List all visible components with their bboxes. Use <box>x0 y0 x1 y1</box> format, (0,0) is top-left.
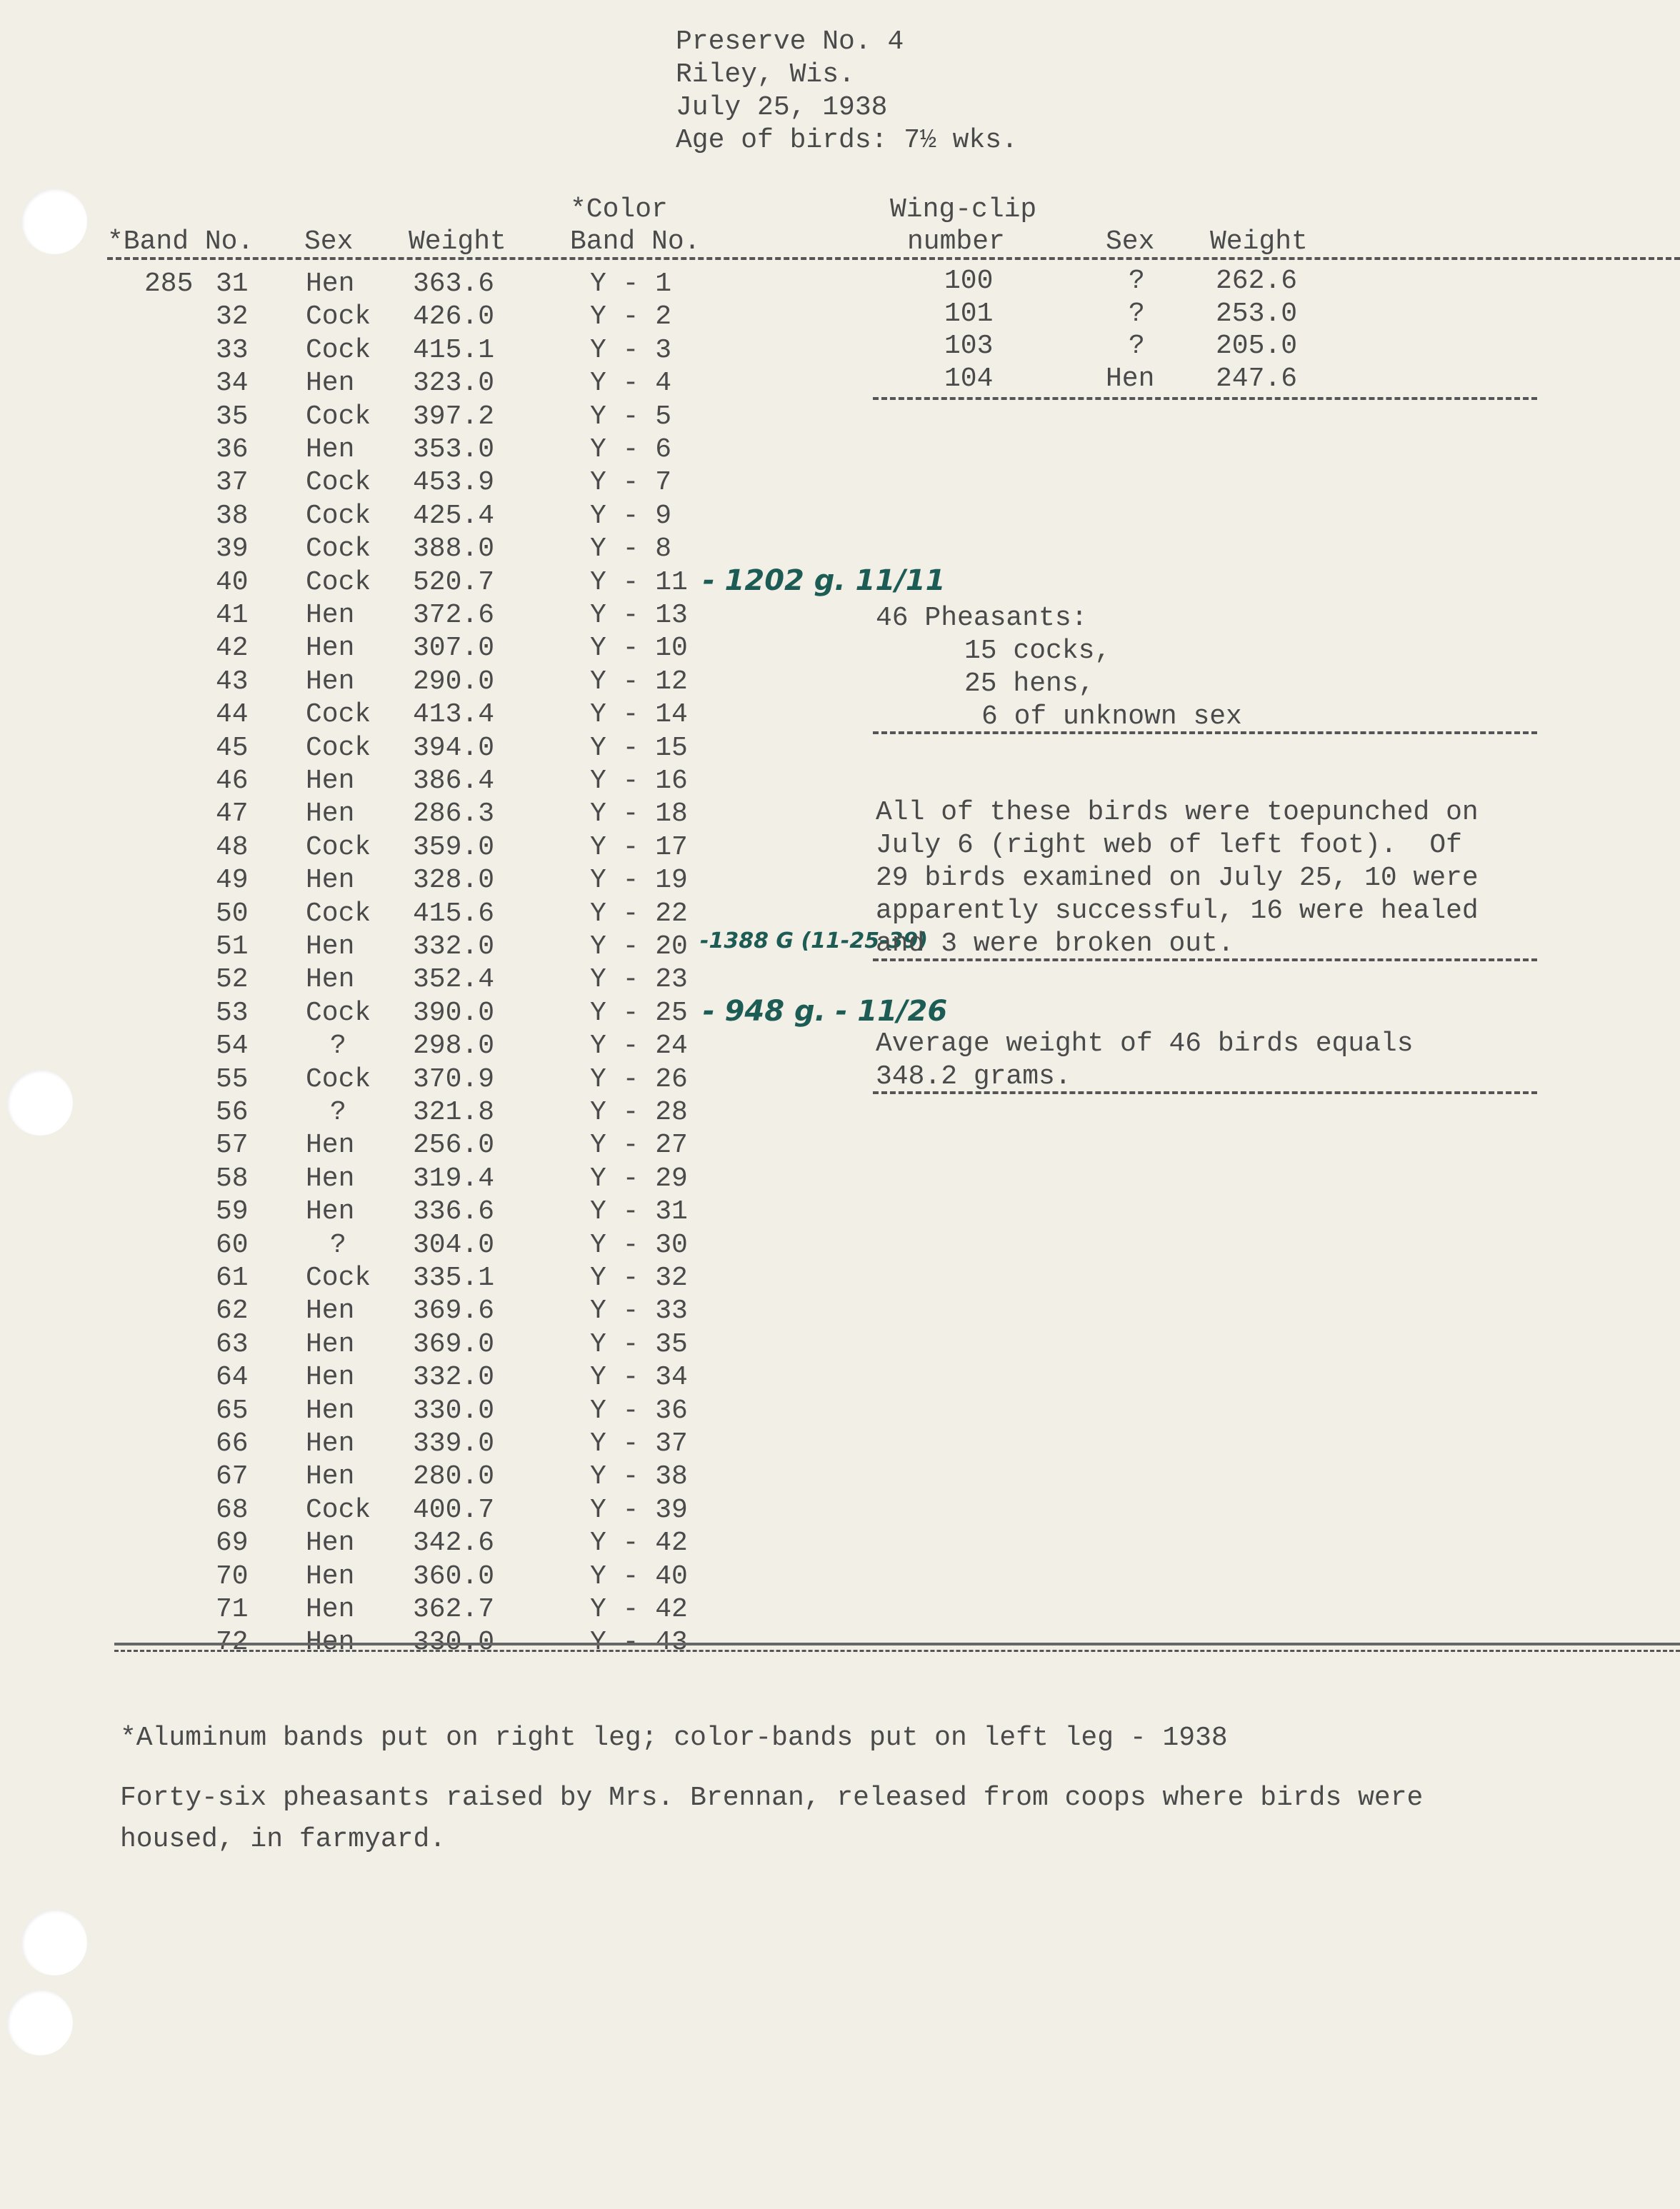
sex-cell: Hen <box>306 931 355 962</box>
weight-cell: 359.0 <box>413 832 495 863</box>
weight-cell: 520.7 <box>413 567 495 598</box>
header-weight: Weight <box>409 226 506 257</box>
weight-cell: 280.0 <box>413 1461 495 1492</box>
wing-clip-number-cell: 104 <box>944 364 994 394</box>
sex-cell: Hen <box>306 1561 355 1592</box>
weight-cell: 415.1 <box>413 335 495 366</box>
header-sex: Sex <box>304 226 354 257</box>
color-band-cell: Y - 42 <box>590 1528 688 1558</box>
sex-cell: Cock <box>306 998 371 1028</box>
band-number-cell: 47 <box>216 798 249 829</box>
weight-cell: 342.6 <box>413 1528 495 1558</box>
sex-cell: ? <box>330 1031 346 1061</box>
color-band-cell: Y - 25 <box>590 998 688 1028</box>
color-band-cell: Y - 32 <box>590 1263 688 1293</box>
band-number-cell: 62 <box>216 1296 249 1326</box>
band-number-cell: 36 <box>216 434 249 465</box>
header-wing-clip-weight: Weight <box>1210 226 1308 257</box>
color-band-cell: Y - 19 <box>590 865 688 896</box>
color-band-cell: Y - 10 <box>590 633 688 663</box>
weight-cell: 386.4 <box>413 766 495 796</box>
band-number-cell: 65 <box>216 1396 249 1426</box>
band-number-cell: 53 <box>216 998 249 1028</box>
band-number-cell: 46 <box>216 766 249 796</box>
toepunch-line: 29 birds examined on July 25, 10 were <box>876 863 1479 893</box>
sex-cell: Hen <box>306 1428 355 1459</box>
weight-cell: 328.0 <box>413 865 495 896</box>
sex-cell: Hen <box>306 1362 355 1393</box>
handwritten-note: -1388 G (11-25-39) <box>700 928 929 953</box>
wing-clip-sex-cell: ? <box>1129 331 1145 361</box>
header-color-band-bottom: Band No. <box>570 226 701 257</box>
band-number-cell: 51 <box>216 931 249 962</box>
weight-cell: 286.3 <box>413 798 495 829</box>
band-number-cell: 55 <box>216 1064 249 1095</box>
weight-cell: 370.9 <box>413 1064 495 1095</box>
weight-cell: 319.4 <box>413 1163 495 1194</box>
band-number-cell: 61 <box>216 1263 249 1293</box>
color-band-cell: Y - 4 <box>590 368 672 399</box>
weight-cell: 394.0 <box>413 733 495 763</box>
binder-hole <box>7 1990 73 2055</box>
wing-clip-weight-cell: 247.6 <box>1216 364 1298 394</box>
band-number-cell: 34 <box>216 368 249 399</box>
sex-cell: Hen <box>306 1627 355 1658</box>
band-number-cell: 72 <box>216 1627 249 1658</box>
band-number-cell: 56 <box>216 1097 249 1128</box>
band-number-cell: 59 <box>216 1196 249 1227</box>
sex-cell: Cock <box>306 699 371 730</box>
sex-cell: Cock <box>306 335 371 366</box>
band-number-cell: 48 <box>216 832 249 863</box>
color-band-cell: Y - 14 <box>590 699 688 730</box>
band-number-cell: 32 <box>216 301 249 332</box>
binder-hole <box>21 1910 87 1975</box>
handwritten-note: - 948 g. - 11/26 <box>703 995 948 1028</box>
footnote-release: Forty-six pheasants raised by Mrs. Brennan, released from coops where birds were <box>120 1783 1424 1813</box>
weight-cell: 362.7 <box>413 1594 495 1625</box>
sex-cell: Hen <box>306 964 355 995</box>
summary-rule <box>873 731 1537 734</box>
weight-cell: 339.0 <box>413 1428 495 1459</box>
color-band-cell: Y - 2 <box>590 301 672 332</box>
sex-cell: Cock <box>306 1064 371 1095</box>
sex-cell: Hen <box>306 269 355 299</box>
binder-hole <box>21 189 87 254</box>
sex-cell: Hen <box>306 766 355 796</box>
sex-cell: Cock <box>306 898 371 929</box>
color-band-cell: Y - 3 <box>590 335 672 366</box>
color-band-cell: Y - 7 <box>590 467 672 498</box>
band-number-cell: 39 <box>216 534 249 564</box>
wing-clip-weight-cell: 205.0 <box>1216 331 1298 361</box>
weight-cell: 298.0 <box>413 1031 495 1061</box>
sex-cell: Cock <box>306 501 371 531</box>
color-band-cell: Y - 27 <box>590 1130 688 1161</box>
header-wing-clip-top: Wing-clip <box>890 194 1037 225</box>
sex-cell: Hen <box>306 1130 355 1161</box>
color-band-cell: Y - 33 <box>590 1296 688 1326</box>
weight-cell: 372.6 <box>413 600 495 631</box>
band-number-cell: 64 <box>216 1362 249 1393</box>
band-number-cell: 37 <box>216 467 249 498</box>
binder-hole <box>7 1070 73 1136</box>
toepunch-line: apparently successful, 16 were healed <box>876 896 1479 926</box>
footnote-release: housed, in farmyard. <box>120 1824 446 1855</box>
color-band-cell: Y - 11 <box>590 567 688 598</box>
sex-cell: ? <box>330 1097 346 1128</box>
sex-cell: Hen <box>306 633 355 663</box>
average-line: Average weight of 46 birds equals <box>876 1028 1414 1059</box>
band-number-cell: 38 <box>216 501 249 531</box>
color-band-cell: Y - 6 <box>590 434 672 465</box>
band-number-cell: 41 <box>216 600 249 631</box>
footnote-bands: *Aluminum bands put on right leg; color-bands put on left leg - 1938 <box>120 1723 1228 1753</box>
weight-cell: 400.7 <box>413 1495 495 1526</box>
weight-cell: 290.0 <box>413 666 495 697</box>
sex-cell: Hen <box>306 1296 355 1326</box>
band-number-cell: 33 <box>216 335 249 366</box>
sex-cell: Cock <box>306 534 371 564</box>
band-number-cell: 44 <box>216 699 249 730</box>
weight-cell: 390.0 <box>413 998 495 1028</box>
band-number-cell: 49 <box>216 865 249 896</box>
header-line-age: Age of birds: 7½ wks. <box>676 125 1018 156</box>
wing-clip-sex-cell: Hen <box>1106 364 1155 394</box>
sex-cell: Hen <box>306 1163 355 1194</box>
toepunch-line: All of these birds were toepunched on <box>876 797 1479 828</box>
color-band-cell: Y - 35 <box>590 1329 688 1360</box>
summary-hens: 25 hens, <box>964 668 1095 699</box>
color-band-cell: Y - 9 <box>590 501 672 531</box>
weight-cell: 304.0 <box>413 1230 495 1261</box>
weight-cell: 453.9 <box>413 467 495 498</box>
color-band-cell: Y - 26 <box>590 1064 688 1095</box>
average-line: 348.2 grams. <box>876 1061 1071 1092</box>
color-band-cell: Y - 15 <box>590 733 688 763</box>
header-band-no: *Band No. <box>107 226 254 257</box>
summary-unknown: 6 of unknown sex <box>981 701 1242 732</box>
color-band-cell: Y - 5 <box>590 401 672 432</box>
color-band-cell: Y - 42 <box>590 1594 688 1625</box>
band-number-cell: 66 <box>216 1428 249 1459</box>
header-wing-clip-bottom: number <box>907 226 1005 257</box>
sex-cell: Hen <box>306 600 355 631</box>
header-line-date: July 25, 1938 <box>676 92 888 123</box>
color-band-cell: Y - 22 <box>590 898 688 929</box>
weight-cell: 415.6 <box>413 898 495 929</box>
color-band-cell: Y - 43 <box>590 1627 688 1658</box>
sex-cell: Cock <box>306 401 371 432</box>
band-number-cell: 54 <box>216 1031 249 1061</box>
sex-cell: Cock <box>306 301 371 332</box>
header-wing-clip-sex: Sex <box>1106 226 1155 257</box>
summary-cocks: 15 cocks, <box>964 636 1111 666</box>
weight-cell: 397.2 <box>413 401 495 432</box>
band-number-cell: 42 <box>216 633 249 663</box>
color-band-cell: Y - 39 <box>590 1495 688 1526</box>
band-number-cell: 71 <box>216 1594 249 1625</box>
color-band-cell: Y - 30 <box>590 1230 688 1261</box>
band-number-cell: 43 <box>216 666 249 697</box>
color-band-cell: Y - 29 <box>590 1163 688 1194</box>
weight-cell: 352.4 <box>413 964 495 995</box>
weight-cell: 321.8 <box>413 1097 495 1128</box>
sex-cell: Cock <box>306 1495 371 1526</box>
band-number-cell: 63 <box>216 1329 249 1360</box>
sex-cell: Cock <box>306 467 371 498</box>
weight-cell: 353.0 <box>413 434 495 465</box>
sex-cell: Hen <box>306 434 355 465</box>
color-band-cell: Y - 24 <box>590 1031 688 1061</box>
weight-cell: 336.6 <box>413 1196 495 1227</box>
average-rule <box>873 1091 1537 1094</box>
sex-cell: Hen <box>306 1528 355 1558</box>
band-prefix: 285 <box>144 269 194 299</box>
wing-clip-weight-cell: 262.6 <box>1216 266 1298 296</box>
weight-cell: 413.4 <box>413 699 495 730</box>
sex-cell: Hen <box>306 865 355 896</box>
color-band-cell: Y - 12 <box>590 666 688 697</box>
weight-cell: 332.0 <box>413 931 495 962</box>
wing-clip-sex-cell: ? <box>1129 266 1145 296</box>
color-band-cell: Y - 20 <box>590 931 688 962</box>
wing-clip-number-cell: 100 <box>944 266 994 296</box>
wing-clip-rule <box>873 397 1537 400</box>
weight-cell: 369.0 <box>413 1329 495 1360</box>
band-number-cell: 31 <box>216 269 249 299</box>
color-band-cell: Y - 16 <box>590 766 688 796</box>
weight-cell: 323.0 <box>413 368 495 399</box>
band-number-cell: 45 <box>216 733 249 763</box>
handwritten-note: - 1202 g. 11/11 <box>703 564 946 597</box>
toepunch-line: July 6 (right web of left foot). Of <box>876 830 1462 861</box>
band-number-cell: 60 <box>216 1230 249 1261</box>
band-number-cell: 67 <box>216 1461 249 1492</box>
band-number-cell: 40 <box>216 567 249 598</box>
color-band-cell: Y - 31 <box>590 1196 688 1227</box>
weight-cell: 330.0 <box>413 1627 495 1658</box>
band-number-cell: 52 <box>216 964 249 995</box>
sex-cell: Cock <box>306 733 371 763</box>
weight-cell: 426.0 <box>413 301 495 332</box>
sex-cell: Cock <box>306 832 371 863</box>
sex-cell: ? <box>330 1230 346 1261</box>
sex-cell: Hen <box>306 1396 355 1426</box>
wing-clip-weight-cell: 253.0 <box>1216 299 1298 329</box>
header-color-band-top: *Color <box>570 194 668 225</box>
band-number-cell: 58 <box>216 1163 249 1194</box>
color-band-cell: Y - 23 <box>590 964 688 995</box>
color-band-cell: Y - 8 <box>590 534 672 564</box>
weight-cell: 369.6 <box>413 1296 495 1326</box>
sex-cell: Cock <box>306 567 371 598</box>
weight-cell: 335.1 <box>413 1263 495 1293</box>
color-band-cell: Y - 37 <box>590 1428 688 1459</box>
weight-cell: 332.0 <box>413 1362 495 1393</box>
band-number-cell: 57 <box>216 1130 249 1161</box>
band-number-cell: 69 <box>216 1528 249 1558</box>
color-band-cell: Y - 38 <box>590 1461 688 1492</box>
color-band-cell: Y - 34 <box>590 1362 688 1393</box>
wing-clip-number-cell: 103 <box>944 331 994 361</box>
header-line-preserve: Preserve No. 4 <box>676 26 904 57</box>
color-band-cell: Y - 1 <box>590 269 672 299</box>
wing-clip-number-cell: 101 <box>944 299 994 329</box>
weight-cell: 388.0 <box>413 534 495 564</box>
sex-cell: Hen <box>306 1461 355 1492</box>
sex-cell: Hen <box>306 666 355 697</box>
band-number-cell: 70 <box>216 1561 249 1592</box>
sex-cell: Hen <box>306 368 355 399</box>
color-band-cell: Y - 28 <box>590 1097 688 1128</box>
summary-total: 46 Pheasants: <box>876 603 1088 633</box>
sex-cell: Hen <box>306 798 355 829</box>
table-bottom-rule <box>114 1643 1680 1652</box>
weight-cell: 256.0 <box>413 1130 495 1161</box>
wing-clip-sex-cell: ? <box>1129 299 1145 329</box>
weight-cell: 360.0 <box>413 1561 495 1592</box>
color-band-cell: Y - 13 <box>590 600 688 631</box>
weight-cell: 307.0 <box>413 633 495 663</box>
band-number-cell: 68 <box>216 1495 249 1526</box>
header-line-location: Riley, Wis. <box>676 59 855 90</box>
header-rule <box>107 257 1680 260</box>
sex-cell: Hen <box>306 1329 355 1360</box>
color-band-cell: Y - 17 <box>590 832 688 863</box>
color-band-cell: Y - 40 <box>590 1561 688 1592</box>
band-number-cell: 35 <box>216 401 249 432</box>
sex-cell: Hen <box>306 1196 355 1227</box>
sex-cell: Cock <box>306 1263 371 1293</box>
weight-cell: 425.4 <box>413 501 495 531</box>
color-band-cell: Y - 18 <box>590 798 688 829</box>
toepunch-line: and 3 were broken out. <box>876 928 1234 959</box>
sex-cell: Hen <box>306 1594 355 1625</box>
band-number-cell: 50 <box>216 898 249 929</box>
weight-cell: 363.6 <box>413 269 495 299</box>
weight-cell: 330.0 <box>413 1396 495 1426</box>
toepunch-rule <box>873 958 1537 961</box>
color-band-cell: Y - 36 <box>590 1396 688 1426</box>
